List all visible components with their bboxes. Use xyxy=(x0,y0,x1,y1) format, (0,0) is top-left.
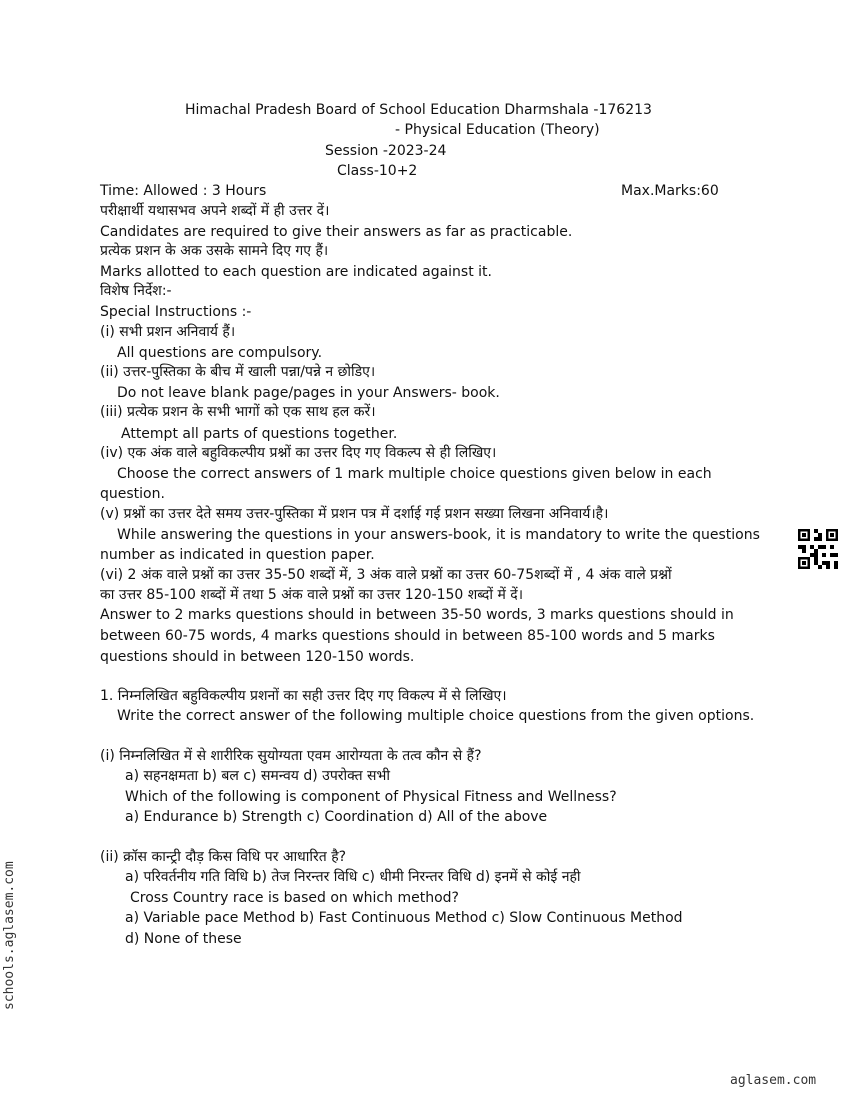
session-label: Session -2023-24 xyxy=(325,143,447,159)
question-ii-english: Cross Country race is based on which method? xyxy=(130,890,459,906)
instruction-line: (iv) एक अंक वाले बहुविकल्पीय प्रश्नों का उत्तर दिए गए विकल्प से ही लिखिए। xyxy=(100,445,497,461)
question-ii-options-hindi: a) परिवर्तनीय गति विधि b) तेज निरन्तर विधि c) धीमी निरन्तर विधि d) इनमें से कोई नही xyxy=(125,869,581,885)
instruction-line: (v) प्रश्नों का उत्तर देते समय उत्तर-पुस्तिका में प्रशन पत्र में दर्शाई गई प्रशन सख्या लिखना अनिवार्य।है। xyxy=(100,506,609,522)
instruction-line: Attempt all parts of questions together. xyxy=(121,426,398,442)
instruction-line: (vi) 2 अंक वाले प्रश्नों का उत्तर 35-50 शब्दों में, 3 अंक वाले प्रश्नों का उत्तर 60-75शब्दों में , 4 अंक वाले प्रश्नों xyxy=(100,567,672,583)
instruction-line: Do not leave blank page/pages in your Answers- book. xyxy=(117,385,500,401)
question-i-options-english: a) Endurance b) Strength c) Coordination d) All of the above xyxy=(125,809,548,825)
question-i-english: Which of the following is component of Physical Fitness and Wellness? xyxy=(125,789,617,805)
question-i-hindi: (i) निम्नलिखित में से शारीरिक सुयोग्यता एवम आरोग्यता के तत्व कौन से हैं? xyxy=(100,748,482,764)
instruction-line: questions should in between 120-150 words. xyxy=(100,649,415,665)
instruction-line: Candidates are required to give their answers as far as practicable. xyxy=(100,224,573,240)
instruction-line: का उत्तर 85-100 शब्दों में तथा 5 अंक वाले प्रश्नों का उत्तर 120-150 शब्दों में दें। xyxy=(100,587,524,603)
instruction-line: प्रत्येक प्रशन के अक उसके सामने दिए गए हैं। xyxy=(100,243,329,259)
instruction-line: (iii) प्रत्येक प्रशन के सभी भागों को एक साथ हल करें। xyxy=(100,404,376,420)
instruction-line: Special Instructions :- xyxy=(100,304,252,320)
instruction-line: between 60-75 words, 4 marks questions should in between 85-100 words and 5 marks xyxy=(100,628,715,644)
question-1-english: Write the correct answer of the following multiple choice questions from the given options. xyxy=(117,708,755,724)
instruction-line: Choose the correct answers of 1 mark multiple choice questions given below in each xyxy=(117,466,712,482)
instruction-line: number as indicated in question paper. xyxy=(100,547,375,563)
class-label: Class-10+2 xyxy=(337,163,418,179)
question-ii-options-english-2: d) None of these xyxy=(125,931,242,947)
instruction-line: परीक्षार्थी यथासभव अपने शब्दों में ही उत्तर दें। xyxy=(100,203,330,219)
footer-watermark: aglasem.com xyxy=(730,1073,817,1088)
side-watermark: schools.aglasem.com xyxy=(2,861,17,1010)
instruction-line: विशेष निर्देश:- xyxy=(100,283,172,299)
subject-title: - Physical Education (Theory) xyxy=(395,122,600,138)
instruction-line: question. xyxy=(100,486,165,502)
question-ii-hindi: (ii) क्रॉस कान्ट्री दौड़ किस विधि पर आधारित है? xyxy=(100,849,347,865)
question-ii-options-english-1: a) Variable pace Method b) Fast Continuous Method c) Slow Continuous Method xyxy=(125,910,683,926)
instruction-line: Answer to 2 marks questions should in between 35-50 words, 3 marks questions should in xyxy=(100,607,734,623)
time-allowed: Time: Allowed : 3 Hours xyxy=(100,183,267,199)
instruction-line: (i) सभी प्रशन अनिवार्य हैं। xyxy=(100,324,236,340)
instruction-line: All questions are compulsory. xyxy=(117,345,323,361)
instruction-line: Marks allotted to each question are indicated against it. xyxy=(100,264,492,280)
board-title: Himachal Pradesh Board of School Education Dharmshala -176213 xyxy=(185,102,652,118)
max-marks: Max.Marks:60 xyxy=(621,183,719,199)
instruction-line: While answering the questions in your answers-book, it is mandatory to write the questions xyxy=(117,527,760,543)
qr-code-icon xyxy=(798,529,838,569)
question-i-options-hindi: a) सहनक्षमता b) बल c) समन्वय d) उपरोक्त सभी xyxy=(125,768,390,784)
instruction-line: (ii) उत्तर-पुस्तिका के बीच में खाली पन्ना/पन्ने न छोडिए। xyxy=(100,364,376,380)
question-1-hindi: 1. निम्नलिखित बहुविकल्पीय प्रशनों का सही उत्तर दिए गए विकल्प में से लिखिए। xyxy=(100,688,507,704)
